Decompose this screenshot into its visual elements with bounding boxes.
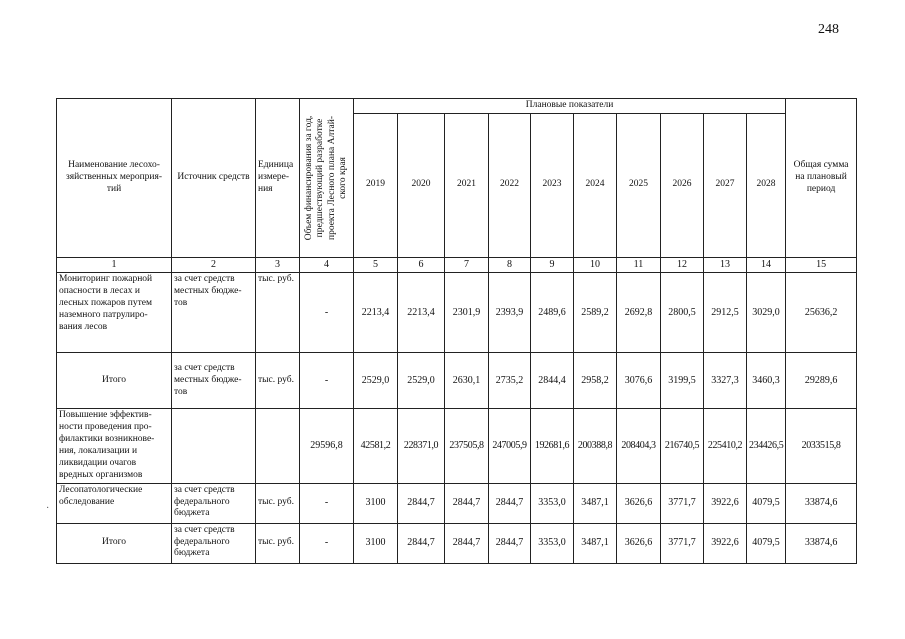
column-number: 9 bbox=[531, 257, 574, 273]
row-value: 3100 bbox=[354, 483, 398, 523]
year-header: 2019 bbox=[354, 113, 398, 257]
row-value: 2301,9 bbox=[445, 273, 489, 353]
row-value: 4079,5 bbox=[747, 483, 786, 523]
year-header: 2026 bbox=[661, 113, 704, 257]
table-row bbox=[57, 353, 857, 409]
row-name: Повышение эффектив-ности проведения про-филактики возникнове-ния, локализации и ликвидации очагов вредных организмов bbox=[57, 409, 172, 483]
year-header: 2021 bbox=[445, 113, 489, 257]
column-number: 7 bbox=[445, 257, 489, 273]
row-value: 3771,7 bbox=[661, 483, 704, 523]
column-number-row bbox=[57, 257, 857, 273]
row-source bbox=[172, 409, 256, 483]
row-value: 2844,4 bbox=[531, 353, 574, 409]
row-prior: 29596,8 bbox=[300, 409, 354, 483]
header-source: Источник средств bbox=[172, 99, 256, 258]
row-total: 25636,2 bbox=[786, 273, 857, 353]
header-prior-financing bbox=[300, 99, 354, 258]
column-number: 1 bbox=[57, 257, 172, 273]
row-unit: тыс. руб. bbox=[256, 483, 300, 523]
row-prior: - bbox=[300, 353, 354, 409]
row-value: 2800,5 bbox=[661, 273, 704, 353]
row-value: 234426,5 bbox=[747, 409, 786, 483]
row-value: 3487,1 bbox=[574, 483, 617, 523]
year-header: 2024 bbox=[574, 113, 617, 257]
year-header: 2028 bbox=[747, 113, 786, 257]
row-source: за счет средств местных бюдже-тов bbox=[172, 273, 256, 353]
row-value: 3626,6 bbox=[617, 523, 661, 563]
year-header: 2025 bbox=[617, 113, 661, 257]
row-value: 42581,2 bbox=[354, 409, 398, 483]
row-name: Итого bbox=[57, 523, 172, 563]
row-unit: тыс. руб. bbox=[256, 523, 300, 563]
row-total: 29289,6 bbox=[786, 353, 857, 409]
row-value: 216740,5 bbox=[661, 409, 704, 483]
row-value: 4079,5 bbox=[747, 523, 786, 563]
row-value: 2844,7 bbox=[398, 523, 445, 563]
header-prior-financing-text: Объем финансирования за год, предшествующий разработке проекта Лесного плана Алтай-ского края bbox=[303, 115, 348, 241]
row-value: 2844,7 bbox=[489, 483, 531, 523]
row-value: 2844,7 bbox=[398, 483, 445, 523]
row-value: 2489,6 bbox=[531, 273, 574, 353]
forestry-plan-table bbox=[56, 98, 857, 564]
row-name: Мониторинг пожарной опасности в лесах и лесных пожаров путем наземного патрулиро-вания лесов bbox=[57, 273, 172, 353]
year-header: 2027 bbox=[704, 113, 747, 257]
row-value: 200388,8 bbox=[574, 409, 617, 483]
year-header: 2023 bbox=[531, 113, 574, 257]
row-value: 3100 bbox=[354, 523, 398, 563]
column-number: 12 bbox=[661, 257, 704, 273]
row-value: 2393,9 bbox=[489, 273, 531, 353]
row-value: 3487,1 bbox=[574, 523, 617, 563]
row-value: 228371,0 bbox=[398, 409, 445, 483]
row-value: 3327,3 bbox=[704, 353, 747, 409]
column-number: 14 bbox=[747, 257, 786, 273]
row-value: 3353,0 bbox=[531, 483, 574, 523]
row-prior: - bbox=[300, 523, 354, 563]
row-value: 3922,6 bbox=[704, 483, 747, 523]
column-number: 15 bbox=[786, 257, 857, 273]
column-number: 6 bbox=[398, 257, 445, 273]
page-number: 248 bbox=[818, 22, 839, 37]
header-unit: Единица измере-ния bbox=[256, 99, 300, 258]
header-name: Наименование лесохо-зяйственных мероприя-тий bbox=[57, 99, 172, 258]
column-number: 13 bbox=[704, 257, 747, 273]
column-number: 3 bbox=[256, 257, 300, 273]
row-total: 33874,6 bbox=[786, 483, 857, 523]
header-total: Общая сумма на плановый период bbox=[786, 99, 857, 258]
row-value: 2844,7 bbox=[489, 523, 531, 563]
row-name: Итого bbox=[57, 353, 172, 409]
column-number: 5 bbox=[354, 257, 398, 273]
column-number: 8 bbox=[489, 257, 531, 273]
row-name: Лесопатологические обследование bbox=[57, 483, 172, 523]
header-planned: Плановые показатели bbox=[354, 99, 786, 114]
row-unit bbox=[256, 409, 300, 483]
row-value: 3199,5 bbox=[661, 353, 704, 409]
row-value: 2844,7 bbox=[445, 483, 489, 523]
column-number: 4 bbox=[300, 257, 354, 273]
row-value: 3626,6 bbox=[617, 483, 661, 523]
row-value: 208404,3 bbox=[617, 409, 661, 483]
row-value: 192681,6 bbox=[531, 409, 574, 483]
table-row bbox=[57, 483, 857, 523]
row-value: 2630,1 bbox=[445, 353, 489, 409]
row-value: 3771,7 bbox=[661, 523, 704, 563]
row-value: 225410,2 bbox=[704, 409, 747, 483]
table-row bbox=[57, 273, 857, 353]
table-row bbox=[57, 523, 857, 563]
column-number: 2 bbox=[172, 257, 256, 273]
row-value: 2529,0 bbox=[354, 353, 398, 409]
row-value: 247005,9 bbox=[489, 409, 531, 483]
row-total: 33874,6 bbox=[786, 523, 857, 563]
row-source: за счет средств федерального бюджета bbox=[172, 523, 256, 563]
year-header: 2020 bbox=[398, 113, 445, 257]
row-value: 2692,8 bbox=[617, 273, 661, 353]
row-value: 2589,2 bbox=[574, 273, 617, 353]
row-prior: - bbox=[300, 273, 354, 353]
row-value: 2844,7 bbox=[445, 523, 489, 563]
row-value: 3076,6 bbox=[617, 353, 661, 409]
row-unit: тыс. руб. bbox=[256, 273, 300, 353]
year-header: 2022 bbox=[489, 113, 531, 257]
row-value: 2213,4 bbox=[354, 273, 398, 353]
column-number: 10 bbox=[574, 257, 617, 273]
table-row bbox=[57, 409, 857, 483]
column-number: 11 bbox=[617, 257, 661, 273]
row-value: 2912,5 bbox=[704, 273, 747, 353]
row-value: 2958,2 bbox=[574, 353, 617, 409]
row-prior: - bbox=[300, 483, 354, 523]
row-value: 237505,8 bbox=[445, 409, 489, 483]
row-value: 2213,4 bbox=[398, 273, 445, 353]
row-unit: тыс. руб. bbox=[256, 353, 300, 409]
row-value: 2735,2 bbox=[489, 353, 531, 409]
scan-mark: · bbox=[46, 503, 50, 514]
row-source: за счет средств федерального бюджета bbox=[172, 483, 256, 523]
row-value: 3460,3 bbox=[747, 353, 786, 409]
header-row-1 bbox=[57, 99, 857, 114]
row-value: 3922,6 bbox=[704, 523, 747, 563]
row-value: 3353,0 bbox=[531, 523, 574, 563]
row-value: 2529,0 bbox=[398, 353, 445, 409]
row-source: за счет средств местных бюдже-тов bbox=[172, 353, 256, 409]
row-value: 3029,0 bbox=[747, 273, 786, 353]
row-total: 2033515,8 bbox=[786, 409, 857, 483]
